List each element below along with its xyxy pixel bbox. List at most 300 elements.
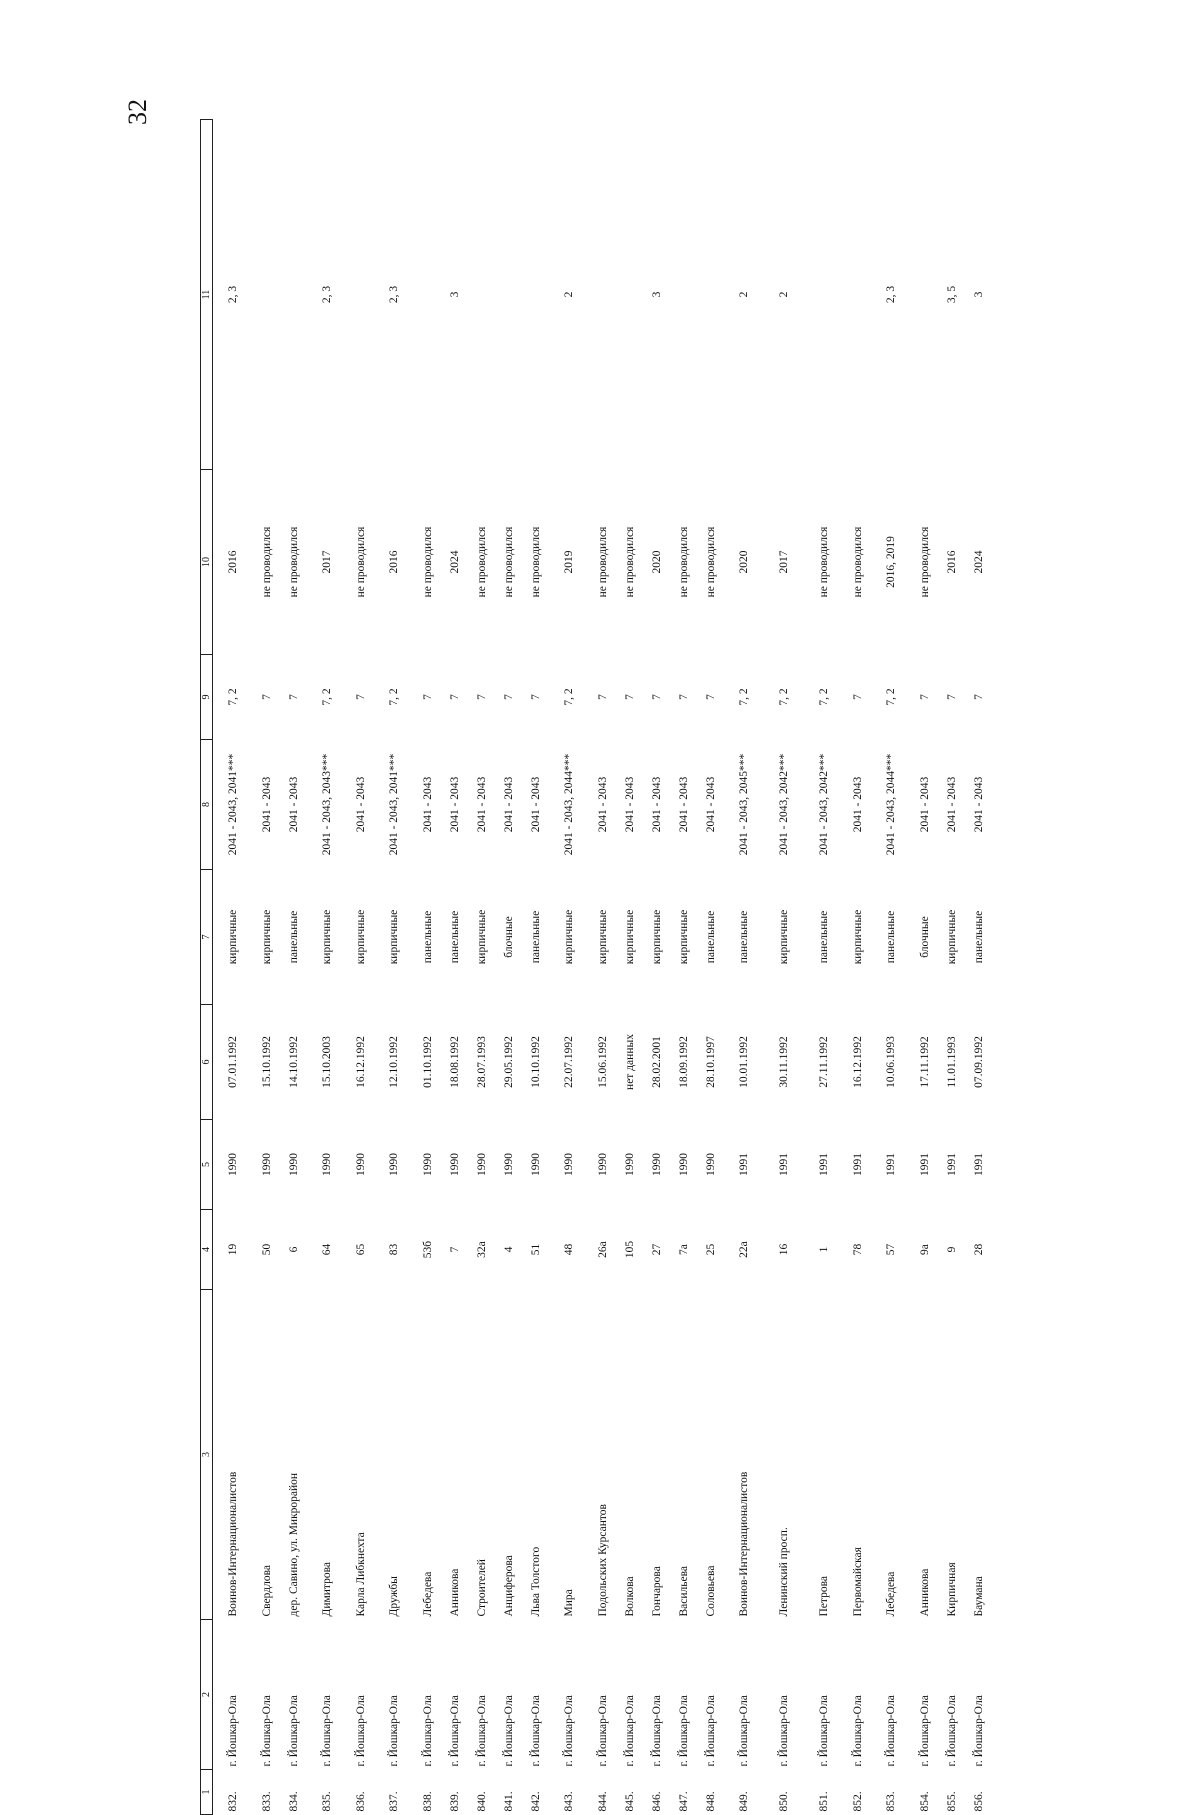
year-cell: 1991 (851, 1153, 864, 1176)
table-row (589, 120, 616, 1815)
code-cell: 7 (650, 694, 663, 700)
notes-cell: 3 (448, 291, 461, 298)
wall-type-cell: кирпичные (677, 909, 690, 965)
house-number-cell: 78 (851, 1243, 864, 1256)
house-number-cell: 9 (945, 1246, 958, 1253)
row-number: 850. (778, 1791, 790, 1812)
street-cell: Баумана (972, 1576, 985, 1617)
street-cell: Лебедева (421, 1571, 434, 1617)
house-number-cell: 19 (227, 1243, 239, 1256)
year-cell: 1990 (421, 1153, 434, 1176)
notes-cell (670, 120, 697, 470)
year-cell: 1990 (704, 1153, 717, 1176)
row-number: 832. (227, 1791, 239, 1812)
survey-cell: не проводился (623, 526, 636, 598)
survey-cell: не проводился (529, 526, 542, 598)
date-cell: 12.10.1992 (388, 1036, 400, 1088)
date-cell: 28.07.1993 (475, 1036, 488, 1088)
row-number: 849. (738, 1791, 750, 1812)
house-number-cell: 83 (388, 1243, 400, 1256)
period-cell: 2041 - 2043 (529, 776, 542, 833)
wall-type-cell: кирпичные (227, 909, 239, 965)
year-cell: 1991 (778, 1153, 790, 1176)
period-cell: 2041 - 2043 (972, 776, 985, 833)
survey-cell: 2020 (650, 550, 663, 574)
street-cell: Петрова (818, 1576, 830, 1617)
column-header-6: 6 (201, 1005, 213, 1120)
date-cell: 17.11.1992 (918, 1036, 931, 1088)
survey-cell: 2016 (388, 550, 400, 574)
year-cell: 1990 (448, 1153, 461, 1176)
wall-type-cell: кирпичные (650, 909, 663, 965)
wall-type-cell: кирпичные (388, 909, 400, 965)
notes-cell: 3 (972, 291, 985, 298)
code-cell: 7 (260, 694, 273, 700)
notes-cell (253, 120, 280, 470)
code-cell: 7, 2 (388, 688, 400, 706)
year-cell: 1991 (972, 1153, 985, 1176)
table-row (697, 120, 724, 1815)
column-header-7: 7 (201, 870, 213, 1005)
row-number: 833. (260, 1791, 273, 1812)
house-number-cell: 53б (421, 1240, 434, 1259)
row-number: 846. (650, 1791, 663, 1812)
wall-type-cell: кирпичные (354, 909, 367, 965)
city-cell: г. Йошкар-Ола (287, 1695, 300, 1767)
survey-cell: 2019 (563, 550, 575, 574)
date-cell: 10.06.1993 (885, 1036, 897, 1088)
code-cell: 7 (354, 694, 367, 700)
house-number-cell: 28 (972, 1243, 985, 1256)
period-cell: 2041 - 2043, 2041*** (227, 753, 239, 856)
table-row (307, 120, 347, 1815)
date-cell: 10.01.1992 (738, 1036, 750, 1088)
year-cell: 1990 (563, 1153, 575, 1176)
code-cell: 7 (972, 694, 985, 700)
house-number-cell: 64 (321, 1243, 333, 1256)
row-number: 842. (529, 1791, 542, 1812)
column-number-header-row (201, 120, 213, 1815)
house-number-cell: 26а (596, 1241, 609, 1258)
period-cell: 2041 - 2043 (448, 776, 461, 833)
survey-cell: 2016 (945, 550, 958, 574)
column-header-10: 10 (201, 470, 213, 655)
street-cell: Соловьева (704, 1565, 717, 1617)
period-cell: 2041 - 2043 (623, 776, 636, 833)
year-cell: 1990 (321, 1153, 333, 1176)
table-row (468, 120, 495, 1815)
date-cell: 07.09.1992 (972, 1036, 985, 1088)
row-number: 848. (704, 1791, 717, 1812)
city-cell: г. Йошкар-Ола (227, 1695, 239, 1767)
date-cell: 18.08.1992 (448, 1036, 461, 1088)
period-cell: 2041 - 2043, 2044*** (885, 753, 897, 856)
table-row (213, 120, 254, 1815)
row-number: 836. (354, 1791, 367, 1812)
city-cell: г. Йошкар-Ола (738, 1695, 750, 1767)
survey-cell: 2024 (972, 550, 985, 574)
date-cell: 22.07.1992 (563, 1036, 575, 1088)
wall-type-cell: кирпичные (778, 909, 790, 965)
wall-type-cell: панельные (704, 910, 717, 964)
notes-cell (495, 120, 522, 470)
period-cell: 2041 - 2043 (354, 776, 367, 833)
table-row (670, 120, 697, 1815)
code-cell: 7, 2 (227, 688, 239, 706)
street-cell: Лебедева (885, 1571, 897, 1617)
street-cell: Димитрова (321, 1562, 333, 1617)
date-cell: 15.10.2003 (321, 1036, 333, 1088)
notes-cell (804, 120, 844, 470)
survey-cell: не проводился (260, 526, 273, 598)
row-number: 854. (918, 1791, 931, 1812)
table-row (938, 120, 965, 1815)
house-number-cell: 65 (354, 1243, 367, 1256)
year-cell: 1990 (260, 1153, 273, 1176)
period-cell: 2041 - 2043, 2042*** (818, 753, 830, 856)
street-cell: Льва Толстого (529, 1546, 542, 1617)
code-cell: 7 (918, 694, 931, 700)
date-cell: 18.09.1992 (677, 1036, 690, 1088)
wall-type-cell: кирпичные (563, 909, 575, 965)
date-cell: 16.12.1992 (354, 1036, 367, 1088)
year-cell: 1991 (738, 1153, 750, 1176)
year-cell: 1990 (287, 1153, 300, 1176)
year-cell: 1991 (945, 1153, 958, 1176)
date-cell: 28.02.2001 (650, 1036, 663, 1088)
wall-type-cell: кирпичные (596, 909, 609, 965)
wall-type-cell: панельные (421, 910, 434, 964)
code-cell: 7, 2 (818, 688, 830, 706)
code-cell: 7, 2 (738, 688, 750, 706)
wall-type-cell: кирпичные (945, 909, 958, 965)
wall-type-cell: кирпичные (260, 909, 273, 965)
period-cell: 2041 - 2043, 2042*** (778, 753, 790, 856)
wall-type-cell: панельные (738, 910, 750, 964)
house-number-cell: 51 (529, 1243, 542, 1256)
year-cell: 1991 (918, 1153, 931, 1176)
table-row (871, 120, 911, 1815)
row-number: 856. (972, 1791, 985, 1812)
row-number: 841. (502, 1791, 515, 1812)
table-row (643, 120, 670, 1815)
period-cell: 2041 - 2043 (650, 776, 663, 833)
period-cell: 2041 - 2043 (502, 776, 515, 833)
city-cell: г. Йошкар-Ола (596, 1695, 609, 1767)
table-row (374, 120, 414, 1815)
notes-cell: 3, 5 (945, 285, 958, 304)
table-row (253, 120, 280, 1815)
date-cell: 29.05.1992 (502, 1036, 515, 1088)
survey-cell: не проводился (475, 526, 488, 598)
city-cell: г. Йошкар-Ола (945, 1695, 958, 1767)
period-cell: 2041 - 2043 (421, 776, 434, 833)
street-cell: Дружбы (388, 1576, 400, 1617)
table-row (414, 120, 441, 1815)
notes-cell (911, 120, 938, 470)
year-cell: 1990 (354, 1153, 367, 1176)
city-cell: г. Йошкар-Ола (448, 1695, 461, 1767)
column-header-2: 2 (201, 1620, 213, 1770)
street-cell: Воинов-Интернационалистов (738, 1471, 750, 1617)
city-cell: г. Йошкар-Ола (677, 1695, 690, 1767)
row-number: 837. (388, 1791, 400, 1812)
street-cell: Свердлова (260, 1565, 273, 1617)
date-cell: нет данных (623, 1034, 636, 1090)
house-number-cell: 48 (563, 1243, 575, 1256)
house-number-cell: 7 (448, 1246, 461, 1253)
street-cell: Строителей (475, 1559, 488, 1617)
city-cell: г. Йошкар-Ола (475, 1695, 488, 1767)
street-cell: Анникова (918, 1568, 931, 1617)
street-cell: Ленинский просп. (778, 1527, 790, 1617)
house-number-cell: 1 (818, 1246, 830, 1253)
notes-cell (347, 120, 374, 470)
city-cell: г. Йошкар-Ола (563, 1695, 575, 1767)
code-cell: 7, 2 (563, 688, 575, 706)
row-number: 853. (885, 1791, 897, 1812)
city-cell: г. Йошкар-Ола (972, 1695, 985, 1767)
street-cell: Анциферова (502, 1555, 515, 1617)
row-number: 835. (321, 1791, 333, 1812)
city-cell: г. Йошкар-Ола (260, 1695, 273, 1767)
survey-cell: не проводился (421, 526, 434, 598)
wall-type-cell: кирпичные (623, 909, 636, 965)
street-cell: Карла Либкнехта (354, 1532, 367, 1617)
date-cell: 14.10.1992 (287, 1036, 300, 1088)
city-cell: г. Йошкар-Ола (354, 1695, 367, 1767)
date-cell: 15.10.1992 (260, 1036, 273, 1088)
page-number: 32 (123, 99, 152, 125)
survey-cell: не проводился (818, 526, 830, 598)
code-cell: 7, 2 (321, 688, 333, 706)
period-cell: 2041 - 2043 (287, 776, 300, 833)
city-cell: г. Йошкар-Ола (388, 1695, 400, 1767)
street-cell: Анникова (448, 1568, 461, 1617)
survey-cell: не проводился (677, 526, 690, 598)
survey-cell: 2016, 2019 (885, 536, 897, 588)
wall-type-cell: панельные (529, 910, 542, 964)
table-body (213, 120, 993, 1815)
period-cell: 2041 - 2043 (704, 776, 717, 833)
notes-cell (616, 120, 643, 470)
year-cell: 1991 (818, 1153, 830, 1176)
date-cell: 01.10.1992 (421, 1036, 434, 1088)
row-number: 852. (851, 1791, 864, 1812)
notes-cell (589, 120, 616, 470)
survey-cell: не проводился (354, 526, 367, 598)
column-header-9: 9 (201, 655, 213, 740)
house-number-cell: 22а (738, 1241, 750, 1258)
survey-cell: не проводился (287, 526, 300, 598)
date-cell: 11.01.1993 (945, 1036, 958, 1088)
date-cell: 15.06.1992 (596, 1036, 609, 1088)
code-cell: 7 (851, 694, 864, 700)
code-cell: 7, 2 (778, 688, 790, 706)
street-cell: Мира (563, 1589, 575, 1617)
year-cell: 1990 (596, 1153, 609, 1176)
wall-type-cell: панельные (287, 910, 300, 964)
house-number-cell: 105 (623, 1240, 636, 1259)
date-cell: 28.10.1997 (704, 1036, 717, 1088)
city-cell: г. Йошкар-Ола (421, 1695, 434, 1767)
notes-cell: 2, 3 (227, 285, 239, 304)
year-cell: 1990 (502, 1153, 515, 1176)
house-number-cell: 6 (287, 1246, 300, 1253)
year-cell: 1990 (475, 1153, 488, 1176)
wall-type-cell: блочные (918, 916, 931, 958)
column-header-1: 1 (201, 1770, 213, 1815)
code-cell: 7 (287, 694, 300, 700)
row-number: 834. (287, 1791, 300, 1812)
table-row (724, 120, 764, 1815)
table-row (965, 120, 992, 1815)
table-row (764, 120, 804, 1815)
table-row (844, 120, 871, 1815)
street-cell: Первомайская (851, 1547, 864, 1617)
wall-type-cell: кирпичные (851, 909, 864, 965)
notes-cell (414, 120, 441, 470)
year-cell: 1990 (623, 1153, 636, 1176)
table-row (616, 120, 643, 1815)
city-cell: г. Йошкар-Ола (778, 1695, 790, 1767)
year-cell: 1990 (677, 1153, 690, 1176)
wall-type-cell: панельные (885, 910, 897, 964)
notes-cell: 2 (778, 291, 790, 298)
code-cell: 7 (704, 694, 717, 700)
city-cell: г. Йошкар-Ола (851, 1695, 864, 1767)
wall-type-cell: кирпичные (475, 909, 488, 965)
street-cell: Волкова (623, 1576, 636, 1617)
row-number: 840. (475, 1791, 488, 1812)
table-row (911, 120, 938, 1815)
year-cell: 1991 (885, 1153, 897, 1176)
notes-cell: 2 (563, 291, 575, 298)
row-number: 843. (563, 1791, 575, 1812)
notes-cell: 2, 3 (388, 285, 400, 304)
date-cell: 10.10.1992 (529, 1036, 542, 1088)
rotated-table-container (200, 120, 985, 1815)
table-row (441, 120, 468, 1815)
row-number: 855. (945, 1791, 958, 1812)
survey-cell: 2016 (227, 550, 239, 574)
house-number-cell: 9а (918, 1244, 931, 1255)
city-cell: г. Йошкар-Ола (918, 1695, 931, 1767)
wall-type-cell: панельные (972, 910, 985, 964)
street-cell: Гончарова (650, 1566, 663, 1617)
table-row (549, 120, 589, 1815)
notes-cell: 2, 3 (885, 285, 897, 304)
street-cell: дер. Савино, ул. Микрорайон (287, 1472, 300, 1617)
notes-cell (280, 120, 307, 470)
code-cell: 7, 2 (885, 688, 897, 706)
survey-cell: 2017 (321, 550, 333, 574)
row-number: 847. (677, 1791, 690, 1812)
code-cell: 7 (448, 694, 461, 700)
year-cell: 1990 (388, 1153, 400, 1176)
housing-register-table (200, 119, 992, 1815)
code-cell: 7 (596, 694, 609, 700)
period-cell: 2041 - 2043 (475, 776, 488, 833)
street-cell: Васильева (677, 1565, 690, 1617)
code-cell: 7 (529, 694, 542, 700)
period-cell: 2041 - 2043 (851, 776, 864, 833)
city-cell: г. Йошкар-Ола (502, 1695, 515, 1767)
survey-cell: 2024 (448, 550, 461, 574)
code-cell: 7 (502, 694, 515, 700)
city-cell: г. Йошкар-Ола (321, 1695, 333, 1767)
notes-cell (697, 120, 724, 470)
year-cell: 1990 (227, 1153, 239, 1176)
house-number-cell: 27 (650, 1243, 663, 1256)
date-cell: 27.11.1992 (818, 1036, 830, 1088)
year-cell: 1990 (650, 1153, 663, 1176)
code-cell: 7 (421, 694, 434, 700)
wall-type-cell: кирпичные (321, 909, 333, 965)
table-row (804, 120, 844, 1815)
house-number-cell: 57 (885, 1243, 897, 1256)
table-row (280, 120, 307, 1815)
date-cell: 30.11.1992 (778, 1036, 790, 1088)
street-cell: Кирпичная (945, 1562, 958, 1617)
period-cell: 2041 - 2043, 2044*** (563, 753, 575, 856)
row-number: 845. (623, 1791, 636, 1812)
street-cell: Подольских Курсантов (596, 1504, 609, 1617)
period-cell: 2041 - 2043, 2041*** (388, 753, 400, 856)
code-cell: 7 (623, 694, 636, 700)
notes-cell (468, 120, 495, 470)
notes-cell (844, 120, 871, 470)
code-cell: 7 (475, 694, 488, 700)
column-header-11: 11 (201, 120, 213, 470)
row-number: 839. (448, 1791, 461, 1812)
row-number: 844. (596, 1791, 609, 1812)
code-cell: 7 (677, 694, 690, 700)
wall-type-cell: блочные (502, 916, 515, 958)
year-cell: 1990 (529, 1153, 542, 1176)
column-header-8: 8 (201, 740, 213, 870)
period-cell: 2041 - 2043, 2045*** (738, 753, 750, 856)
house-number-cell: 4 (502, 1246, 515, 1253)
wall-type-cell: панельные (448, 910, 461, 964)
period-cell: 2041 - 2043 (918, 776, 931, 833)
house-number-cell: 16 (778, 1243, 790, 1256)
row-number: 851. (818, 1791, 830, 1812)
house-number-cell: 7а (677, 1244, 690, 1255)
date-cell: 16.12.1992 (851, 1036, 864, 1088)
survey-cell: 2020 (738, 550, 750, 574)
survey-cell: 2017 (778, 550, 790, 574)
period-cell: 2041 - 2043 (260, 776, 273, 833)
survey-cell: не проводился (918, 526, 931, 598)
date-cell: 07.01.1992 (227, 1036, 239, 1088)
table-row (522, 120, 549, 1815)
survey-cell: не проводился (704, 526, 717, 598)
city-cell: г. Йошкар-Ола (650, 1695, 663, 1767)
house-number-cell: 50 (260, 1243, 273, 1256)
survey-cell: не проводился (851, 526, 864, 598)
column-header-3: 3 (201, 1290, 213, 1620)
table-row (347, 120, 374, 1815)
notes-cell: 2 (738, 291, 750, 298)
notes-cell: 2, 3 (321, 285, 333, 304)
notes-cell: 3 (650, 291, 663, 298)
city-cell: г. Йошкар-Ола (529, 1695, 542, 1767)
city-cell: г. Йошкар-Ола (818, 1695, 830, 1767)
street-cell: Воинов-Интернационалистов (227, 1471, 239, 1617)
survey-cell: не проводился (502, 526, 515, 598)
period-cell: 2041 - 2043 (677, 776, 690, 833)
